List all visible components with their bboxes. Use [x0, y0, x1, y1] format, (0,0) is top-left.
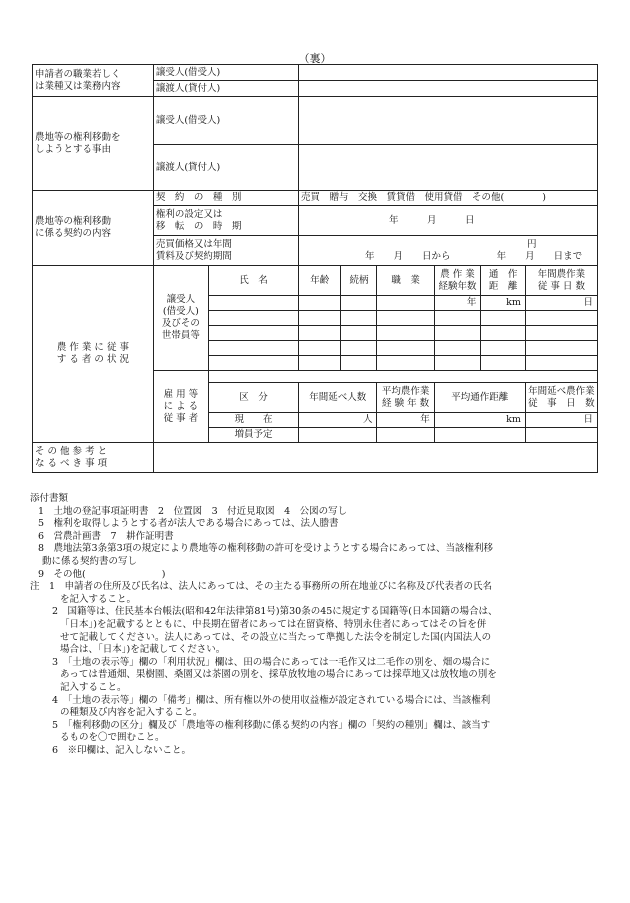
- emp-col-persons: 年間延べ人数: [299, 383, 377, 413]
- reason-row-transferee: [33, 97, 598, 145]
- attachment-line: 動に係る契約書の写し: [42, 555, 138, 567]
- emp-col-days: 年間延べ農作業 従 事 日 数: [525, 383, 597, 413]
- unit-km: km: [481, 296, 526, 311]
- unit-year: 年: [434, 296, 481, 311]
- reason-transferor-label: 譲渡人(貸付人): [153, 145, 298, 191]
- emp-col-distance: 平均通作距離: [434, 383, 525, 413]
- current-persons-field[interactable]: 人: [299, 413, 377, 428]
- unit-day: 日: [525, 296, 597, 311]
- occupation-transferee-label: 譲受人(借受人): [153, 65, 298, 81]
- reason-transferee-label: 譲受人(借受人): [153, 97, 298, 145]
- workers-label: 農 作 業 に 従 事 す る 者 の 状 況: [33, 266, 154, 443]
- note-line: 5 「権利移動の区分」欄及び「農地等の権利移動に係る契約の内容」欄の「契約の種別」欄は、該当す: [52, 719, 491, 731]
- col-age: 年齢: [299, 266, 341, 296]
- contract-type-label: 契 約 の 種 別: [153, 191, 298, 206]
- note-line: るものを〇で囲むこと。: [60, 732, 165, 744]
- emp-col-experience: 平均農作業 経 験 年 数: [377, 383, 434, 413]
- note-line: 注 1 申請者の住所及び氏名は、法人にあっては、その主たる事務所の所在地並びに名称及び代表者の氏名: [30, 581, 492, 593]
- note-line: 4 「土地の表示等」欄の「備考」欄は、所有権以外の使用収益権が設定されている場合には、当該権利: [52, 694, 491, 706]
- col-experience: 農 作 業 経験年数: [434, 266, 481, 296]
- emp-col-category: 区 分: [208, 383, 298, 413]
- page-title: （裏）: [298, 52, 332, 65]
- contract-timing-label: 権利の設定又は 移 転 の 時 期: [153, 206, 298, 236]
- period-to: 年 月 日まで: [496, 250, 583, 262]
- price-unit: 円: [527, 238, 537, 250]
- attachment-line: 9 その他( ): [38, 568, 166, 580]
- reason-transferee-field[interactable]: [299, 97, 598, 145]
- contract-price-label: 売買価格又は年間 賃料及び契約期間: [153, 236, 298, 266]
- note-line: 場合は、「日本」)を記載してください。: [60, 644, 226, 656]
- col-days: 年間農作業 従 事 日 数: [525, 266, 597, 296]
- contract-type-row: [33, 191, 598, 206]
- employed-label: 雇 用 等 に よ る 従 事 者: [153, 371, 208, 443]
- note-line: 6 ※印欄は、記入しないこと。: [52, 744, 192, 756]
- occupation-transferor-label: 譲渡人(貸付人): [153, 81, 298, 97]
- note-line: の種類及び内容を記入すること。: [60, 707, 203, 719]
- note-line: 記入すること。: [60, 681, 127, 693]
- notes-section: [30, 493, 605, 757]
- attachment-line: 8 農地法第3条第3項の規定により農地等の権利移動の許可を受けようとする場合にあっては、当該権利移: [38, 543, 494, 555]
- occupation-transferor-field[interactable]: [299, 81, 598, 97]
- current-distance-field[interactable]: km: [434, 413, 525, 428]
- note-line: 3 「土地の表示等」欄の「利用状況」欄は、田の場合にあっては一毛作又は二毛作の別を、畑の場合に: [52, 656, 491, 668]
- contract-price-field[interactable]: [299, 236, 598, 266]
- contract-type-options[interactable]: 売買 贈与 交換 賃貸借 使用貸借 その他( ): [299, 191, 598, 206]
- row-current-label: 現 在: [208, 413, 298, 428]
- other-row: [33, 443, 598, 473]
- col-relation: 続柄: [341, 266, 377, 296]
- current-experience-field[interactable]: 年: [377, 413, 434, 428]
- period-from: 年 月 日から: [365, 250, 451, 262]
- household-label: 譲受人 (借受人) 及びその 世帯員等: [153, 266, 208, 371]
- reason-label: 農地等の権利移動を しようとする事由: [33, 97, 154, 191]
- note-line: あっては普通畑、果樹園、桑園又は茶園の別を、採草放牧地の場合にあっては採草地又は放牧地の別を: [60, 669, 497, 681]
- note-line: せて記載してください。法人にあっては、その設立に当たって準拠した法令を制定した国(内国法人の: [60, 631, 492, 643]
- col-occupation: 職 業: [377, 266, 434, 296]
- occupation-label: 申請者の職業若しく は業種又は業務内容: [33, 65, 154, 97]
- application-form-table: [32, 64, 598, 473]
- other-label: そ の 他 参 考 と な る べ き 事 項: [33, 443, 154, 473]
- attachment-line: 5 権利を取得しようとする者が法人である場合にあっては、法人謄書: [38, 518, 339, 530]
- contract-timing-field[interactable]: 年 月 日: [299, 206, 598, 236]
- contract-label: 農地等の権利移動 に係る契約の内容: [33, 191, 154, 266]
- note-line: 「日本」)を記載するとともに、中長期在留者にあっては在留資格、特別永住者にあってはその旨を併: [60, 618, 487, 630]
- current-days-field[interactable]: 日: [525, 413, 597, 428]
- other-field[interactable]: [153, 443, 597, 473]
- col-distance: 通 作 距 離: [481, 266, 526, 296]
- attachment-line: 1 土地の登記事項証明書 2 位置図 3 付近見取図 4 公図の写し: [38, 505, 348, 517]
- occupation-transferee-field[interactable]: [299, 65, 598, 81]
- row-planned-label: 増員予定: [208, 428, 298, 443]
- col-name: 氏 名: [208, 266, 298, 296]
- attachment-line: 6 営農計画書 7 耕作証明書: [38, 530, 174, 542]
- occupation-row-transferee: [33, 65, 598, 81]
- reason-transferor-field[interactable]: [299, 145, 598, 191]
- household-header-row: [33, 266, 598, 296]
- note-line: を記入すること。: [60, 593, 137, 605]
- note-line: 2 国籍等は、住民基本台帳法(昭和42年法律第81号)第30条の45に規定する国籍等(日本国籍の場合は、: [52, 606, 498, 618]
- attachments-heading: 添付書類: [30, 493, 69, 504]
